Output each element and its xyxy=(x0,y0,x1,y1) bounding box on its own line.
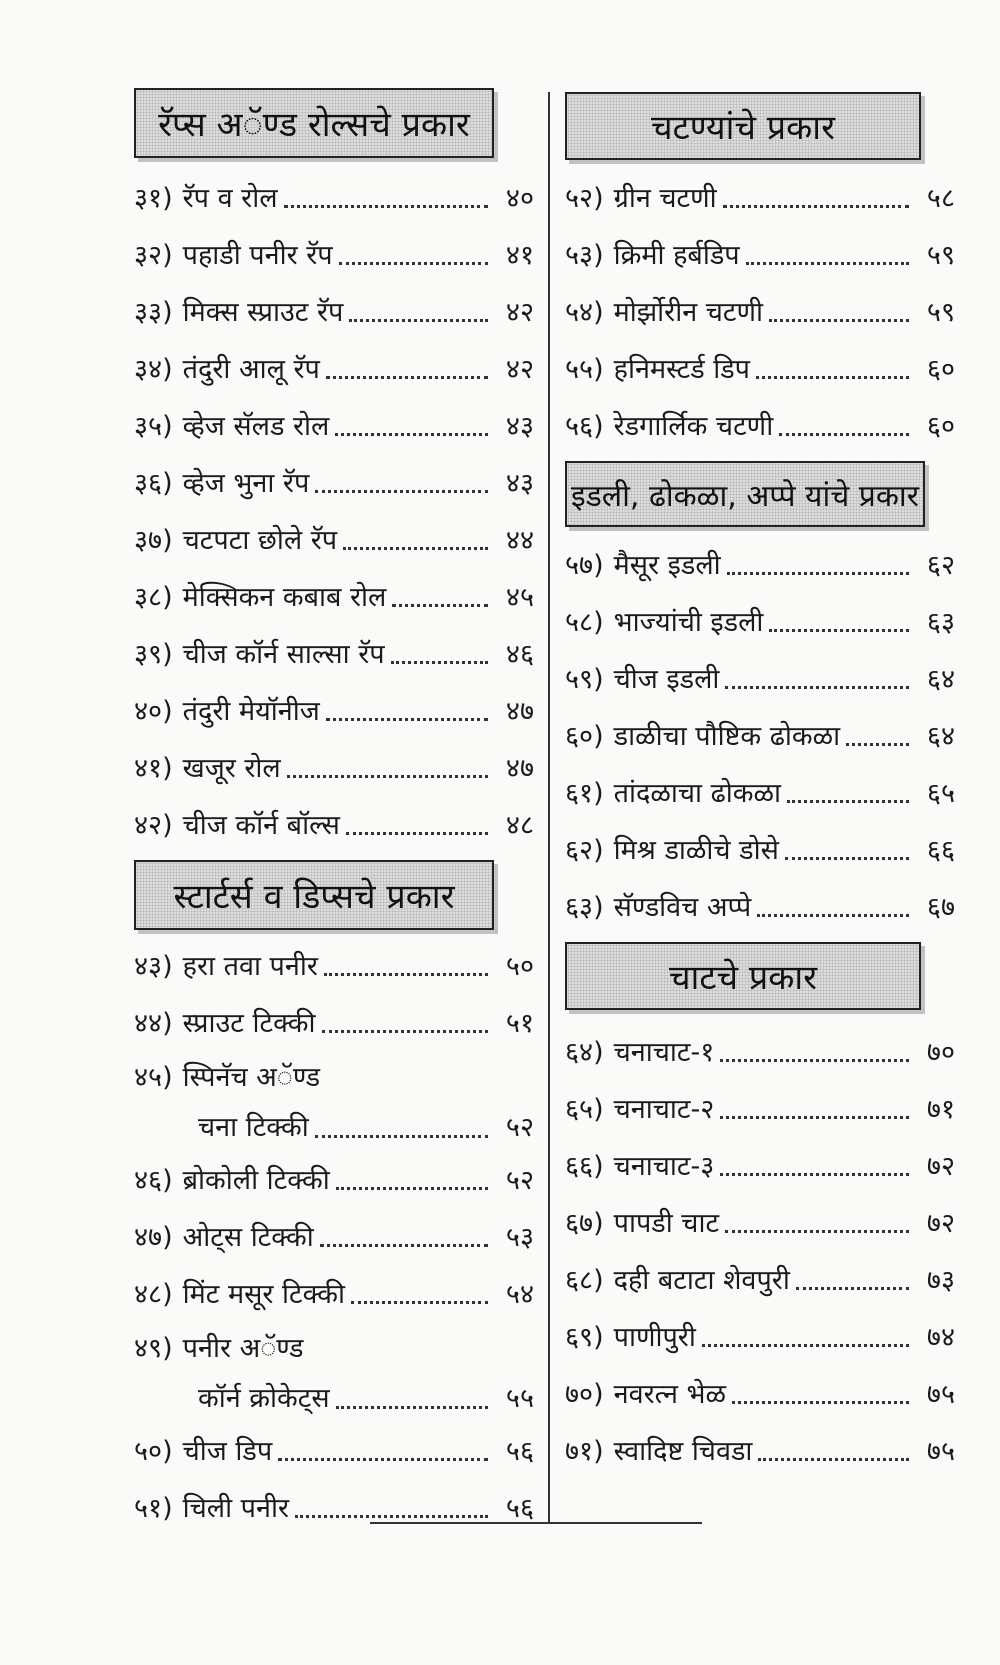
entry-title: तंदुरी आलू रॅप xyxy=(182,354,320,385)
entry-number: ७१) xyxy=(565,1436,604,1467)
entry-page-number: ६६ xyxy=(926,835,955,866)
section-heading: चाटचे प्रकार xyxy=(565,942,921,1010)
dot-leader xyxy=(746,262,909,265)
entry-number: ६८) xyxy=(565,1265,604,1296)
entry-number: ४२) xyxy=(134,810,173,841)
entry-title: चनाचाट-१ xyxy=(613,1037,715,1068)
entry-title: रेडगार्लिक चटणी xyxy=(613,411,774,442)
dot-leader xyxy=(351,1301,488,1304)
dot-leader xyxy=(284,205,488,208)
entry-title: पाणीपुरी xyxy=(613,1322,696,1353)
dot-leader xyxy=(392,604,488,607)
entry-title-continuation: कॉर्न क्रोकेट्स xyxy=(198,1383,330,1414)
toc-section xyxy=(134,860,534,1537)
dot-leader xyxy=(846,743,909,746)
dot-leader xyxy=(757,914,909,917)
dot-leader xyxy=(324,973,488,976)
entry-page-number: ४३ xyxy=(505,468,534,499)
entry-title: हनिमस्टर्ड डिप xyxy=(613,354,750,385)
dot-leader xyxy=(779,433,909,436)
entry-number: ६१) xyxy=(565,778,604,809)
right-column xyxy=(565,92,955,1486)
entry-page-number: ६४ xyxy=(926,721,955,752)
toc-entry[interactable] xyxy=(134,398,534,455)
toc-entry[interactable] xyxy=(134,1423,534,1480)
entry-number: ४७) xyxy=(134,1222,173,1253)
entry-page-number: ५२ xyxy=(505,1165,534,1196)
toc-section xyxy=(565,92,955,455)
entry-page-number: ४६ xyxy=(505,639,534,670)
toc-entry[interactable] xyxy=(134,170,534,227)
entry-title: भाज्यांची इडली xyxy=(613,607,764,638)
dot-leader xyxy=(732,1401,909,1404)
dot-leader xyxy=(758,1458,909,1461)
toc-entry[interactable] xyxy=(565,1195,955,1252)
entry-number: ४९) xyxy=(134,1333,173,1364)
entry-title: चनाचाट-३ xyxy=(613,1151,715,1182)
entry-number: ६९) xyxy=(565,1322,604,1353)
section-heading: स्टार्टर्स व डिप्सचे प्रकार xyxy=(134,860,494,930)
entry-number: ३८) xyxy=(134,582,173,613)
entry-number: ३३) xyxy=(134,297,173,328)
toc-entry[interactable] xyxy=(134,1209,534,1266)
entry-page-number: ४० xyxy=(505,183,534,214)
toc-entry[interactable] xyxy=(134,512,534,569)
entry-page-number: ५० xyxy=(505,951,534,982)
entry-page-number: ५२ xyxy=(505,1112,534,1143)
entry-number: ५५) xyxy=(565,354,604,385)
entry-number: ४०) xyxy=(134,696,173,727)
toc-entry[interactable] xyxy=(565,398,955,455)
entry-title: रॅप व रोल xyxy=(182,183,278,214)
entry-title-continuation: चना टिक्की xyxy=(198,1112,309,1143)
entry-page-number: ६३ xyxy=(926,607,955,638)
toc-entry[interactable] xyxy=(134,740,534,797)
entry-number: ३९) xyxy=(134,639,173,670)
toc-entry[interactable] xyxy=(565,1423,955,1480)
entry-number: ५७) xyxy=(565,550,604,581)
entry-page-number: ६० xyxy=(926,354,955,385)
entry-title: मिंट मसूर टिक्की xyxy=(182,1279,346,1310)
dot-leader xyxy=(785,857,909,860)
dot-leader xyxy=(769,319,909,322)
entry-page-number: ६४ xyxy=(926,664,955,695)
dot-leader xyxy=(295,1515,488,1518)
dot-leader xyxy=(725,1230,909,1233)
toc-entry[interactable] xyxy=(565,284,955,341)
entry-number: ४६) xyxy=(134,1165,173,1196)
toc-entry[interactable] xyxy=(134,938,534,995)
left-column xyxy=(134,88,534,1543)
entry-page-number: ६७ xyxy=(926,892,955,923)
entry-title: तांदळाचा ढोकळा xyxy=(613,778,782,809)
toc-entry[interactable] xyxy=(134,1052,534,1104)
toc-entry[interactable] xyxy=(134,995,534,1052)
entry-title: खजूर रोल xyxy=(182,753,281,784)
entry-page-number: ७२ xyxy=(926,1208,955,1239)
entry-title: स्वादिष्ट चिवडा xyxy=(613,1436,753,1467)
toc-entry[interactable] xyxy=(134,1152,534,1209)
entry-page-number: ५४ xyxy=(505,1279,534,1310)
entry-number: ४३) xyxy=(134,951,173,982)
toc-entry[interactable] xyxy=(134,455,534,512)
entry-page-number: ५५ xyxy=(505,1383,534,1414)
entry-page-number: ४७ xyxy=(505,753,534,784)
entry-number: ३७) xyxy=(134,525,173,556)
dot-leader xyxy=(756,376,909,379)
entry-title: चिली पनीर xyxy=(182,1493,290,1524)
entry-page-number: ६५ xyxy=(926,778,955,809)
toc-entry[interactable] xyxy=(134,1480,534,1537)
entry-number: ५२) xyxy=(565,183,604,214)
entry-title: सॅण्डविच अप्पे xyxy=(613,892,752,923)
section-heading: इडली, ढोकळा, अप्पे यांचे प्रकार xyxy=(565,461,925,527)
entry-page-number: ७२ xyxy=(926,1151,955,1182)
entry-title: स्प्राउट टिक्की xyxy=(182,1008,316,1039)
entry-page-number: ५९ xyxy=(926,240,955,271)
toc-entry[interactable] xyxy=(565,765,955,822)
dot-leader xyxy=(326,718,488,721)
dot-leader xyxy=(720,1173,909,1176)
toc-entry[interactable] xyxy=(565,1309,955,1366)
toc-entry-continuation[interactable] xyxy=(134,1375,534,1423)
entry-number: ६५) xyxy=(565,1094,604,1125)
entry-title: चीज इडली xyxy=(613,664,720,695)
dot-leader xyxy=(787,800,909,803)
toc-entry[interactable] xyxy=(565,1252,955,1309)
dot-leader xyxy=(725,686,909,689)
entry-number: ६७) xyxy=(565,1208,604,1239)
entry-title: चीज डिप xyxy=(182,1436,273,1467)
dot-leader xyxy=(315,490,488,493)
entry-number: ६६) xyxy=(565,1151,604,1182)
entry-page-number: ४२ xyxy=(505,354,534,385)
dot-leader xyxy=(349,319,488,322)
entry-page-number: ५८ xyxy=(926,183,955,214)
entry-number: ५१) xyxy=(134,1493,173,1524)
toc-entry[interactable] xyxy=(134,1266,534,1323)
entry-page-number: ६० xyxy=(926,411,955,442)
toc-entry[interactable] xyxy=(565,1366,955,1423)
toc-entry[interactable] xyxy=(565,1081,955,1138)
entry-page-number: ५९ xyxy=(926,297,955,328)
entry-page-number: ५६ xyxy=(505,1493,534,1524)
toc-entry[interactable] xyxy=(565,1138,955,1195)
entry-title: तंदुरी मेयॉनीज xyxy=(182,696,320,727)
entry-number: ५३) xyxy=(565,240,604,271)
dot-leader xyxy=(320,1244,488,1247)
entry-number: ५४) xyxy=(565,297,604,328)
entry-page-number: ४३ xyxy=(505,411,534,442)
entry-number: ४५) xyxy=(134,1062,173,1093)
dot-leader xyxy=(339,262,488,265)
entry-page-number: ७० xyxy=(926,1037,955,1068)
entry-number: ७०) xyxy=(565,1379,604,1410)
entry-title: क्रिमी हर्बडिप xyxy=(613,240,740,271)
column-divider xyxy=(548,92,550,1524)
entry-page-number: ४२ xyxy=(505,297,534,328)
toc-entry[interactable] xyxy=(134,227,534,284)
dot-leader xyxy=(343,547,488,550)
section-heading: रॅप्स अॅण्ड रोल्सचे प्रकार xyxy=(134,88,494,158)
entry-title: ओट्स टिक्की xyxy=(182,1222,314,1253)
dot-leader xyxy=(336,1187,488,1190)
entry-page-number: ७५ xyxy=(926,1379,955,1410)
dot-leader xyxy=(391,661,488,664)
entry-number: ३४) xyxy=(134,354,173,385)
entry-page-number: ४७ xyxy=(505,696,534,727)
entry-title: मिक्स स्प्राउट रॅप xyxy=(182,297,344,328)
entry-page-number: ५६ xyxy=(505,1436,534,1467)
entry-title: चीज कॉर्न बॉल्स xyxy=(182,810,340,841)
dot-leader xyxy=(336,1406,488,1409)
dot-leader xyxy=(335,433,488,436)
dot-leader xyxy=(727,572,909,575)
entry-number: ४८) xyxy=(134,1279,173,1310)
entry-page-number: ५३ xyxy=(505,1222,534,1253)
entry-title: स्पिनॅच अॅण्ड xyxy=(182,1062,321,1093)
entry-title: पापडी चाट xyxy=(613,1208,720,1239)
toc-section xyxy=(134,88,534,854)
entry-page-number: ५१ xyxy=(505,1008,534,1039)
toc-entry[interactable] xyxy=(565,594,955,651)
toc-entry[interactable] xyxy=(134,683,534,740)
entry-title: व्हेज सॅलड रोल xyxy=(182,411,330,442)
entry-number: ३१) xyxy=(134,183,173,214)
toc-entry[interactable] xyxy=(565,227,955,284)
entry-title: डाळीचा पौष्टिक ढोकळा xyxy=(613,721,841,752)
entry-title: चनाचाट-२ xyxy=(613,1094,715,1125)
toc-section xyxy=(565,942,955,1480)
entry-title: हरा तवा पनीर xyxy=(182,951,318,982)
entry-number: ६३) xyxy=(565,892,604,923)
entry-page-number: ४४ xyxy=(505,525,534,556)
entry-page-number: ४८ xyxy=(505,810,534,841)
entry-number: ३५) xyxy=(134,411,173,442)
dot-leader xyxy=(322,1030,488,1033)
dot-leader xyxy=(720,1116,909,1119)
toc-entry[interactable] xyxy=(565,170,955,227)
entry-page-number: ६२ xyxy=(926,550,955,581)
entry-number: ६२) xyxy=(565,835,604,866)
dot-leader xyxy=(720,1059,909,1062)
entry-title: चीज कॉर्न साल्सा रॅप xyxy=(182,639,385,670)
entry-page-number: ४५ xyxy=(505,582,534,613)
entry-title: पनीर अॅण्ड xyxy=(182,1333,304,1364)
toc-entry[interactable] xyxy=(134,569,534,626)
entry-title: ग्रीन चटणी xyxy=(613,183,717,214)
dot-leader xyxy=(287,775,488,778)
entry-page-number: ७३ xyxy=(926,1265,955,1296)
entry-page-number: ७५ xyxy=(926,1436,955,1467)
dot-leader xyxy=(346,832,488,835)
entry-number: ५०) xyxy=(134,1436,173,1467)
entry-page-number: ४१ xyxy=(505,240,534,271)
dot-leader xyxy=(769,629,909,632)
entry-title: चटपटा छोले रॅप xyxy=(182,525,338,556)
entry-page-number: ७४ xyxy=(926,1322,955,1353)
toc-entry-continuation[interactable] xyxy=(134,1104,534,1152)
toc-entry[interactable] xyxy=(565,822,955,879)
toc-entry[interactable] xyxy=(134,341,534,398)
toc-entry[interactable] xyxy=(134,284,534,341)
dot-leader xyxy=(278,1458,488,1461)
entry-title: पहाडी पनीर रॅप xyxy=(182,240,333,271)
toc-entry[interactable] xyxy=(565,651,955,708)
dot-leader xyxy=(796,1287,909,1290)
dot-leader xyxy=(723,205,909,208)
entry-title: मिश्र डाळीचे डोसे xyxy=(613,835,779,866)
entry-number: ३२) xyxy=(134,240,173,271)
entry-title: मोर्झोरीन चटणी xyxy=(613,297,764,328)
entry-title: दही बटाटा शेवपुरी xyxy=(613,1265,790,1296)
toc-entry[interactable] xyxy=(134,797,534,854)
toc-entry[interactable] xyxy=(565,537,955,594)
entry-number: ४१) xyxy=(134,753,173,784)
entry-number: ६०) xyxy=(565,721,604,752)
dot-leader xyxy=(315,1135,488,1138)
toc-entry[interactable] xyxy=(565,341,955,398)
entry-number: ४४) xyxy=(134,1008,173,1039)
entry-title: व्हेज भुना रॅप xyxy=(182,468,310,499)
entry-page-number: ७१ xyxy=(926,1094,955,1125)
entry-title: मेक्सिकन कबाब रोल xyxy=(182,582,387,613)
toc-section xyxy=(565,461,955,936)
entry-number: ६४) xyxy=(565,1037,604,1068)
entry-title: ब्रोकोली टिक्की xyxy=(182,1165,330,1196)
entry-number: ३६) xyxy=(134,468,173,499)
entry-title: नवरत्न भेळ xyxy=(613,1379,727,1410)
toc-entry[interactable] xyxy=(134,1323,534,1375)
toc-entry[interactable] xyxy=(565,1024,955,1081)
toc-entry[interactable] xyxy=(565,879,955,936)
entry-title: मैसूर इडली xyxy=(613,550,721,581)
toc-entry[interactable] xyxy=(565,708,955,765)
entry-number: ५६) xyxy=(565,411,604,442)
entry-number: ५९) xyxy=(565,664,604,695)
section-heading: चटण्यांचे प्रकार xyxy=(565,92,921,160)
dot-leader xyxy=(326,376,488,379)
dot-leader xyxy=(702,1344,909,1347)
entry-number: ५८) xyxy=(565,607,604,638)
toc-entry[interactable] xyxy=(134,626,534,683)
